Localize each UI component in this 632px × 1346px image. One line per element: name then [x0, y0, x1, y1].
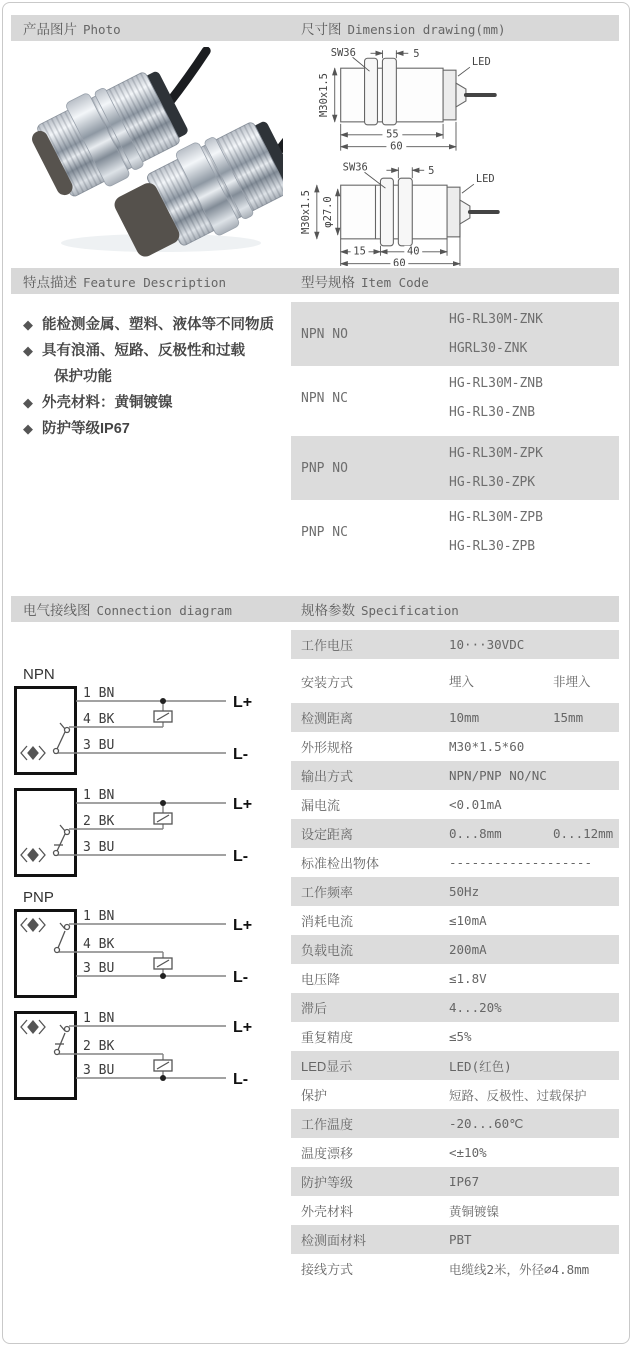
spec-row [291, 790, 619, 819]
section-header-photo-dimension [11, 15, 619, 41]
header-dimension-zh: 尺寸图 [301, 21, 342, 37]
dim1-length-55: 55 [386, 128, 399, 141]
spec-row [291, 1022, 619, 1051]
spec-label: 工作频率 [301, 885, 354, 900]
spec-row [291, 964, 619, 993]
item-code-block [291, 500, 619, 564]
header-feature-en: Feature Description [83, 274, 226, 290]
output-type: PNP NO [301, 460, 348, 476]
spec-value: 10···30VDC [449, 637, 525, 652]
header-photo [11, 18, 291, 39]
feature-item [15, 338, 283, 390]
load-resistor-icon [154, 813, 172, 824]
product-photo-area [11, 41, 283, 268]
spec-value: PBT [449, 1232, 472, 1247]
load-resistor-icon [154, 1060, 172, 1071]
dim2-sw36-label: SW36 [342, 161, 368, 174]
output-type: PNP NC [301, 524, 348, 540]
spec-value: ≤1.8V [449, 971, 487, 986]
spec-row [291, 703, 619, 732]
item-code-block [291, 436, 619, 500]
spec-row [291, 1225, 619, 1254]
item-code: HG-RL30-ZPB [449, 539, 536, 554]
junction-dot [160, 698, 166, 704]
terminal-l-plus: L+ [233, 796, 253, 813]
load-resistor-icon [154, 958, 172, 969]
spec-value: -20...60℃ [449, 1116, 524, 1131]
wire-label-bn: 1 BN [83, 686, 115, 701]
spec-value: 短路、反极性、过载保护 [449, 1087, 587, 1103]
output-type: NPN NO [301, 326, 348, 342]
feature-item [15, 312, 283, 338]
npn-group-label: NPN [23, 666, 55, 683]
diamond-bullet-icon: ◆ [23, 343, 33, 358]
header-feature [11, 271, 291, 292]
item-code: HG-RL30M-ZPB [449, 510, 543, 525]
item-code-block [291, 366, 619, 430]
junction-dot [160, 800, 166, 806]
terminal-l-plus: L+ [233, 917, 253, 934]
output-type: NPN NC [301, 390, 348, 406]
header-connection [11, 599, 291, 620]
feature-text: 防护等级IP67 [42, 421, 130, 437]
spec-row [291, 819, 619, 848]
feature-item [15, 416, 283, 442]
spec-value: <0.01mA [449, 797, 502, 812]
dim2-gap-label: 5 [428, 165, 435, 178]
item-code: HG-RL30M-ZNK [449, 312, 543, 327]
spec-row [291, 1080, 619, 1109]
spec-label: 电压降 [301, 972, 341, 987]
spec-value: NPN/PNP NO/NC [449, 768, 547, 783]
terminal-l-plus: L+ [233, 694, 253, 711]
wire-label-bk: 4 BK [83, 937, 115, 952]
spec-label: 外壳材料 [301, 1204, 354, 1219]
wire-label-bn: 1 BN [83, 909, 115, 924]
wire-label-bu: 3 BU [83, 840, 115, 855]
dim2-thread-label: M30x1.5 [299, 190, 312, 234]
header-connection-en: Connection diagram [96, 602, 232, 618]
spec-value: ≤10mA [449, 913, 487, 928]
spec-value: 50Hz [449, 884, 480, 899]
spec-value: M30*1.5*60 [449, 739, 525, 754]
spec-label: 重复精度 [301, 1030, 354, 1045]
sensor-box [16, 1013, 76, 1099]
feature-text-line2: 保护功能 [54, 369, 112, 385]
header-connection-zh: 电气接线图 [23, 602, 91, 618]
spec-value: ------------------- [449, 855, 592, 870]
spec-value: 埋入 [449, 674, 475, 689]
spec-label: 安装方式 [301, 674, 354, 690]
dim2-length-60: 60 [393, 257, 406, 266]
spec-label: 外形规格 [301, 740, 354, 755]
spec-label: 接线方式 [301, 1262, 354, 1277]
specification-table [291, 622, 619, 1297]
wire-label-bu: 3 BU [83, 738, 115, 753]
header-dimension [291, 18, 506, 39]
spec-row [291, 848, 619, 877]
spec-row [291, 906, 619, 935]
feature-text: 外壳材料：黄铜镀镍 [42, 395, 173, 411]
header-photo-zh: 产品图片 [23, 21, 77, 37]
header-item-code [291, 271, 429, 292]
spec-label: 工作电压 [301, 638, 354, 653]
spec-row [291, 1254, 619, 1283]
terminal-l-minus: L- [233, 848, 249, 865]
dim2-length-15: 15 [353, 245, 366, 258]
section-header-feature-itemcode [11, 268, 619, 294]
feature-text-line1: 具有浪涌、短路、反极性和过载 [42, 343, 245, 359]
junction-dot [160, 973, 166, 979]
spec-label: 检测面材料 [301, 1233, 367, 1248]
section-header-connection-spec [11, 596, 619, 622]
connection-diagram-pnp-no [13, 908, 275, 1000]
load-resistor-icon [154, 711, 172, 722]
wire-label-bn: 1 BN [83, 788, 115, 803]
terminal-l-minus: L- [233, 746, 249, 763]
item-code-table [291, 294, 619, 586]
dimension-drawing-area [291, 41, 619, 266]
connection-diagram-npn-nc [13, 787, 275, 879]
spec-row [291, 993, 619, 1022]
spec-label: 负载电流 [301, 943, 354, 958]
spec-label: LED显示 [301, 1059, 353, 1074]
spec-value: ≤5% [449, 1029, 472, 1044]
item-code: HG-RL30M-ZPK [449, 446, 543, 461]
dim1-thread-label: M30x1.5 [317, 73, 330, 117]
wire-label-bk: 2 BK [83, 1039, 115, 1054]
connection-diagram-pnp-nc [13, 1010, 275, 1102]
spec-value: 4...20% [449, 1000, 502, 1015]
datasheet-page [2, 2, 630, 1344]
wire-label-bu: 3 BU [83, 961, 115, 976]
spec-row [291, 732, 619, 761]
dim2-length-40: 40 [406, 245, 420, 258]
spec-row [291, 761, 619, 790]
header-specification [291, 599, 459, 620]
header-specification-zh: 规格参数 [301, 602, 355, 618]
spec-value: <±10% [449, 1145, 487, 1160]
header-specification-en: Specification [361, 602, 459, 618]
spec-row [291, 1051, 619, 1080]
feature-item [15, 390, 283, 416]
sensor-box [16, 911, 76, 997]
spec-label: 输出方式 [301, 769, 354, 784]
spec-value: 200mA [449, 942, 487, 957]
spec-value: LED(红色) [449, 1058, 512, 1074]
diamond-bullet-icon: ◆ [23, 317, 33, 332]
spec-row [291, 1138, 619, 1167]
terminal-l-plus: L+ [233, 1019, 253, 1036]
wire-label-bk: 2 BK [83, 814, 115, 829]
diamond-bullet-icon: ◆ [23, 421, 33, 436]
spec-label: 检测距离 [301, 711, 354, 726]
spec-row [291, 659, 619, 703]
spec-row [291, 1109, 619, 1138]
spec-label: 防护等级 [301, 1175, 354, 1190]
dimension-drawing-1 [291, 45, 619, 153]
spec-label: 温度漂移 [301, 1146, 354, 1161]
header-item-code-en: Item Code [361, 274, 429, 290]
spec-label: 消耗电流 [301, 914, 354, 929]
wire-label-bn: 1 BN [83, 1011, 115, 1026]
spec-label: 滞后 [301, 1001, 328, 1016]
dim2-led-label: LED [475, 173, 495, 186]
feature-text [42, 338, 245, 390]
spec-label: 工作温度 [301, 1117, 354, 1132]
junction-dot [160, 1075, 166, 1081]
spec-row [291, 1167, 619, 1196]
dim1-gap-label: 5 [413, 48, 420, 61]
spec-value: 黄铜镀镍 [449, 1203, 500, 1219]
connection-diagram-area [11, 622, 283, 1333]
item-code: HG-RL30M-ZNB [449, 376, 543, 391]
spec-value: IP67 [449, 1174, 480, 1189]
spec-label: 标准检出物体 [301, 856, 380, 871]
feature-list [11, 294, 283, 596]
header-feature-zh: 特点描述 [23, 274, 77, 290]
dim1-sw36-label: SW36 [330, 47, 356, 60]
item-code: HG-RL30-ZNB [449, 405, 536, 420]
dim1-led-label: LED [471, 56, 491, 69]
product-photo [11, 47, 283, 259]
wire-label-bk: 4 BK [83, 712, 115, 727]
spec-value: 10mm [449, 710, 480, 725]
terminal-l-minus: L- [233, 969, 249, 986]
spec-label: 设定距离 [301, 827, 354, 842]
header-item-code-zh: 型号规格 [301, 274, 355, 290]
spec-value-2: 非埋入 [553, 674, 591, 689]
dim1-length-60: 60 [390, 140, 403, 153]
item-code: HGRL30-ZNK [449, 341, 528, 356]
spec-row [291, 1196, 619, 1225]
spec-label: 保护 [301, 1088, 328, 1103]
diamond-bullet-icon: ◆ [23, 395, 33, 410]
wire-label-bu: 3 BU [83, 1063, 115, 1078]
connection-diagram-npn-no [13, 685, 275, 777]
feature-text: 能检测金属、塑料、液体等不同物质 [42, 317, 274, 333]
header-photo-en: Photo [83, 21, 121, 37]
dimension-drawing-2 [291, 158, 619, 266]
header-dimension-en: Dimension drawing(mm) [347, 21, 506, 37]
spec-value-2: 15mm [553, 710, 584, 725]
dim2-diameter-label: φ27.0 [321, 196, 334, 228]
spec-value: 电缆线2米，外径∅4.8mm [449, 1261, 590, 1277]
spec-row [291, 877, 619, 906]
spec-row [291, 630, 619, 659]
item-code: HG-RL30-ZPK [449, 475, 536, 490]
spec-row [291, 935, 619, 964]
terminal-l-minus: L- [233, 1071, 249, 1088]
pnp-group-label: PNP [23, 889, 54, 906]
spec-value: 0...8mm [449, 826, 502, 841]
spec-label: 漏电流 [301, 798, 341, 813]
item-code-block [291, 302, 619, 366]
spec-value-2: 0...12mm [553, 826, 614, 841]
